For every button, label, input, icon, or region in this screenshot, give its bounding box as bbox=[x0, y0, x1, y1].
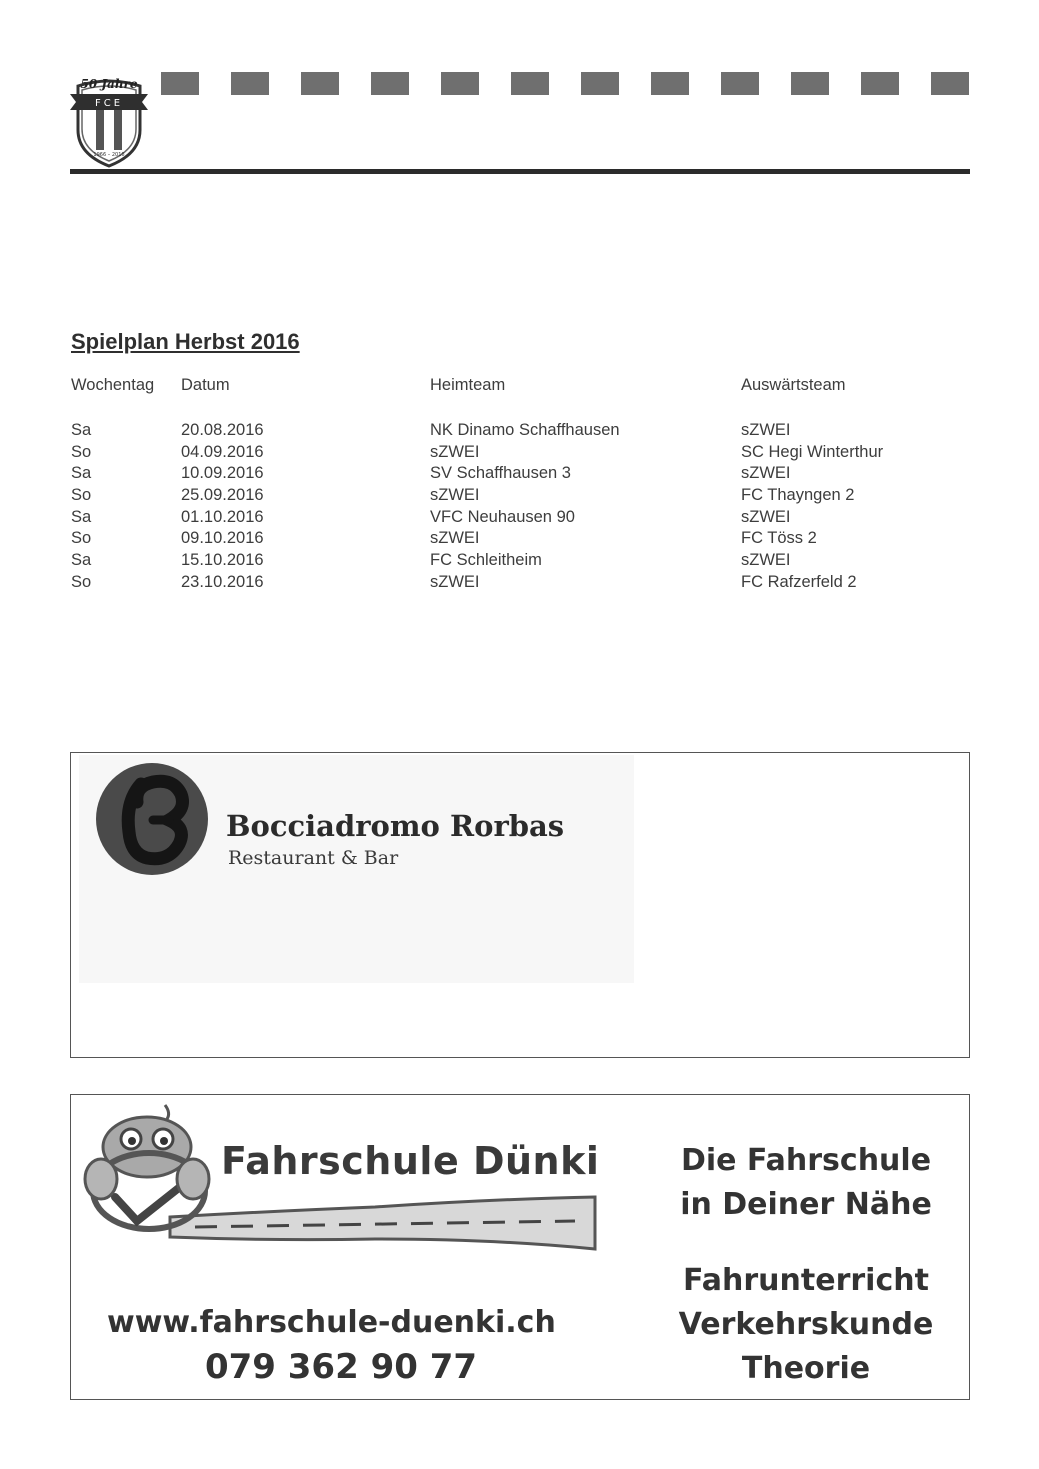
cell-home-team: sZWEI bbox=[430, 486, 480, 505]
tagline-line: in Deiner Nähe bbox=[680, 1187, 932, 1222]
header-block bbox=[441, 72, 479, 95]
cell-date: 09.10.2016 bbox=[181, 529, 264, 548]
cell-weekday: Sa bbox=[71, 551, 92, 570]
service-item: Verkehrskunde bbox=[678, 1307, 934, 1342]
cell-date: 23.10.2016 bbox=[181, 572, 264, 591]
table-row bbox=[70, 551, 970, 573]
ad-fahrschule bbox=[70, 1094, 970, 1400]
cell-away-team: sZWEI bbox=[741, 507, 791, 526]
header-block bbox=[581, 72, 619, 95]
schedule-title: Spielplan Herbst 2016 bbox=[71, 329, 300, 354]
schedule-table bbox=[70, 376, 970, 595]
club-crest-logo bbox=[68, 68, 150, 168]
fahrschule-services bbox=[646, 1259, 966, 1391]
cell-weekday: So bbox=[71, 572, 92, 591]
header-block bbox=[651, 72, 689, 95]
table-row bbox=[70, 529, 970, 551]
cell-home-team: sZWEI bbox=[430, 529, 480, 548]
cell-away-team: sZWEI bbox=[741, 421, 791, 439]
header-block bbox=[861, 72, 899, 95]
cell-away-team: FC Töss 2 bbox=[741, 529, 817, 548]
cell-weekday: So bbox=[71, 442, 92, 461]
cell-home-team: sZWEI bbox=[430, 572, 480, 591]
header-divider bbox=[70, 169, 970, 174]
crest-club-text: FCE bbox=[94, 98, 124, 109]
fahrschule-url: www.fahrschule-duenki.ch bbox=[107, 1305, 556, 1340]
ad-bocciadromo-panel bbox=[79, 755, 634, 983]
cell-home-team: FC Schleitheim bbox=[430, 551, 542, 570]
cell-date: 04.09.2016 bbox=[181, 442, 264, 461]
bocciadromo-logo-icon bbox=[95, 762, 209, 876]
header-block bbox=[791, 72, 829, 95]
cell-away-team: sZWEI bbox=[741, 464, 791, 483]
cell-weekday: So bbox=[71, 486, 92, 505]
header-decorative-blocks bbox=[161, 72, 970, 95]
table-row bbox=[70, 486, 970, 508]
column-header-away-team: Auswärtsteam bbox=[741, 376, 846, 394]
table-row bbox=[70, 464, 970, 486]
cell-weekday: Sa bbox=[71, 464, 92, 483]
service-item: Fahrunterricht bbox=[683, 1263, 929, 1298]
cell-weekday: Sa bbox=[71, 421, 92, 439]
cell-date: 15.10.2016 bbox=[181, 551, 264, 570]
column-header-weekday: Wochentag bbox=[71, 376, 155, 394]
header-block bbox=[231, 72, 269, 95]
crest-top-text: 50 Jahre bbox=[80, 77, 138, 91]
header-block bbox=[511, 72, 549, 95]
cell-weekday: So bbox=[71, 529, 92, 548]
table-row bbox=[70, 443, 970, 465]
schedule-header-row bbox=[70, 376, 970, 421]
cell-away-team: sZWEI bbox=[741, 551, 791, 570]
cell-away-team: SC Hegi Winterthur bbox=[741, 442, 884, 461]
crest-years-text: 1966 – 2016 bbox=[93, 152, 125, 158]
cell-away-team: FC Rafzerfeld 2 bbox=[741, 572, 857, 591]
ad-bocciadromo bbox=[70, 752, 970, 1058]
header-block bbox=[931, 72, 969, 95]
column-header-home-team: Heimteam bbox=[430, 376, 506, 394]
service-item: Theorie bbox=[741, 1351, 871, 1386]
table-row bbox=[70, 508, 970, 530]
cell-weekday: Sa bbox=[71, 507, 92, 526]
table-row bbox=[70, 573, 970, 595]
column-header-date: Datum bbox=[181, 376, 230, 394]
fahrschule-brand: Fahrschule Dünki bbox=[221, 1139, 600, 1183]
cell-home-team: NK Dinamo Schaffhausen bbox=[430, 421, 620, 439]
bocciadromo-name: Bocciadromo Rorbas bbox=[226, 809, 565, 843]
cell-date: 25.09.2016 bbox=[181, 486, 264, 505]
table-row bbox=[70, 421, 970, 443]
cell-away-team: FC Thayngen 2 bbox=[741, 486, 855, 505]
bocciadromo-subtitle: Restaurant & Bar bbox=[228, 847, 399, 869]
header-block bbox=[301, 72, 339, 95]
cell-home-team: SV Schaffhausen 3 bbox=[430, 464, 571, 483]
fahrschule-tagline bbox=[646, 1139, 966, 1227]
header-block bbox=[371, 72, 409, 95]
header-block bbox=[161, 72, 199, 95]
cell-home-team: sZWEI bbox=[430, 442, 480, 461]
cell-date: 01.10.2016 bbox=[181, 507, 264, 526]
header-block bbox=[721, 72, 759, 95]
cell-date: 20.08.2016 bbox=[181, 421, 264, 439]
cell-home-team: VFC Neuhausen 90 bbox=[430, 507, 575, 526]
fahrschule-phone: 079 362 90 77 bbox=[204, 1347, 478, 1387]
cell-date: 10.09.2016 bbox=[181, 464, 264, 483]
tagline-line: Die Fahrschule bbox=[680, 1143, 932, 1178]
